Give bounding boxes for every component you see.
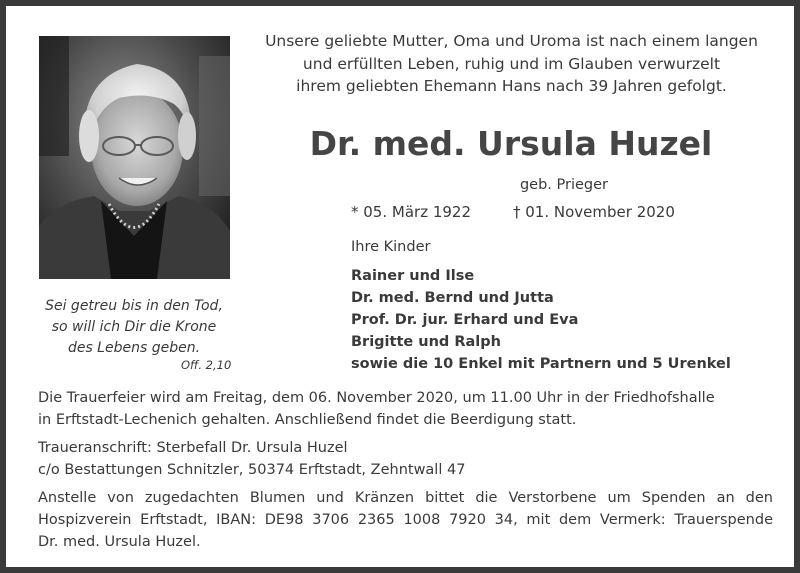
donation-line: Anstelle von zugedachten Blumen und Kränzen bittet die Verstorbene um Spenden an den <box>38 490 773 506</box>
intro-text <box>254 30 769 98</box>
verse-line: so will ich Dir die Krone <box>51 319 217 335</box>
mourning-address <box>38 437 773 481</box>
death-date: † 01. November 2020 <box>513 203 675 221</box>
deceased-name: Dr. med. Ursula Huzel <box>309 124 713 163</box>
portrait-photo <box>39 36 230 279</box>
list-item: sowie die 10 Enkel mit Partnern und 5 Urenkel <box>351 356 731 372</box>
funeral-notice <box>38 387 773 431</box>
funeral-line: Die Trauerfeier wird am Freitag, dem 06. November 2020, um 11.00 Uhr in der Friedhofshalle <box>38 390 715 406</box>
list-item: Rainer und Ilse <box>351 268 475 284</box>
children-list <box>351 265 731 375</box>
verse-reference: Off. 2,10 <box>181 358 232 372</box>
bible-verse <box>39 296 229 359</box>
verse-line: des Lebens geben. <box>67 340 201 356</box>
intro-line: und erfüllten Leben, ruhig und im Glauben verwurzelt <box>302 54 721 73</box>
list-item: Dr. med. Bernd und Jutta <box>351 290 554 306</box>
children-label: Ihre Kinder <box>351 239 431 255</box>
address-line: Traueranschrift: Sterbefall Dr. Ursula Huzel <box>38 440 348 456</box>
donation-line: Hospizverein Erftstadt, IBAN: DE98 3706 2365 1008 7920 34, mit dem Vermerk: Trauerspende <box>38 512 773 528</box>
verse-line: Sei getreu bis in den Tod, <box>45 298 223 314</box>
funeral-line: in Erftstadt-Lechenich gehalten. Anschließend findet die Beerdigung statt. <box>38 412 577 428</box>
intro-line: Unsere geliebte Mutter, Oma und Uroma ist nach einem langen <box>265 32 758 50</box>
birth-date: * 05. März 1922 <box>351 203 472 221</box>
list-item: Prof. Dr. jur. Erhard und Eva <box>351 312 579 328</box>
list-item: Brigitte und Ralph <box>351 334 501 350</box>
donation-line: Dr. med. Ursula Huzel. <box>38 534 201 550</box>
portrait-illustration <box>39 36 230 279</box>
born-name: geb. Prieger <box>519 177 609 193</box>
donation-notice <box>38 487 773 553</box>
intro-line: ihrem geliebten Ehemann Hans nach 39 Jahren gefolgt. <box>296 77 727 95</box>
address-line: c/o Bestattungen Schnitzler, 50374 Erftstadt, Zehntwall 47 <box>38 462 466 478</box>
